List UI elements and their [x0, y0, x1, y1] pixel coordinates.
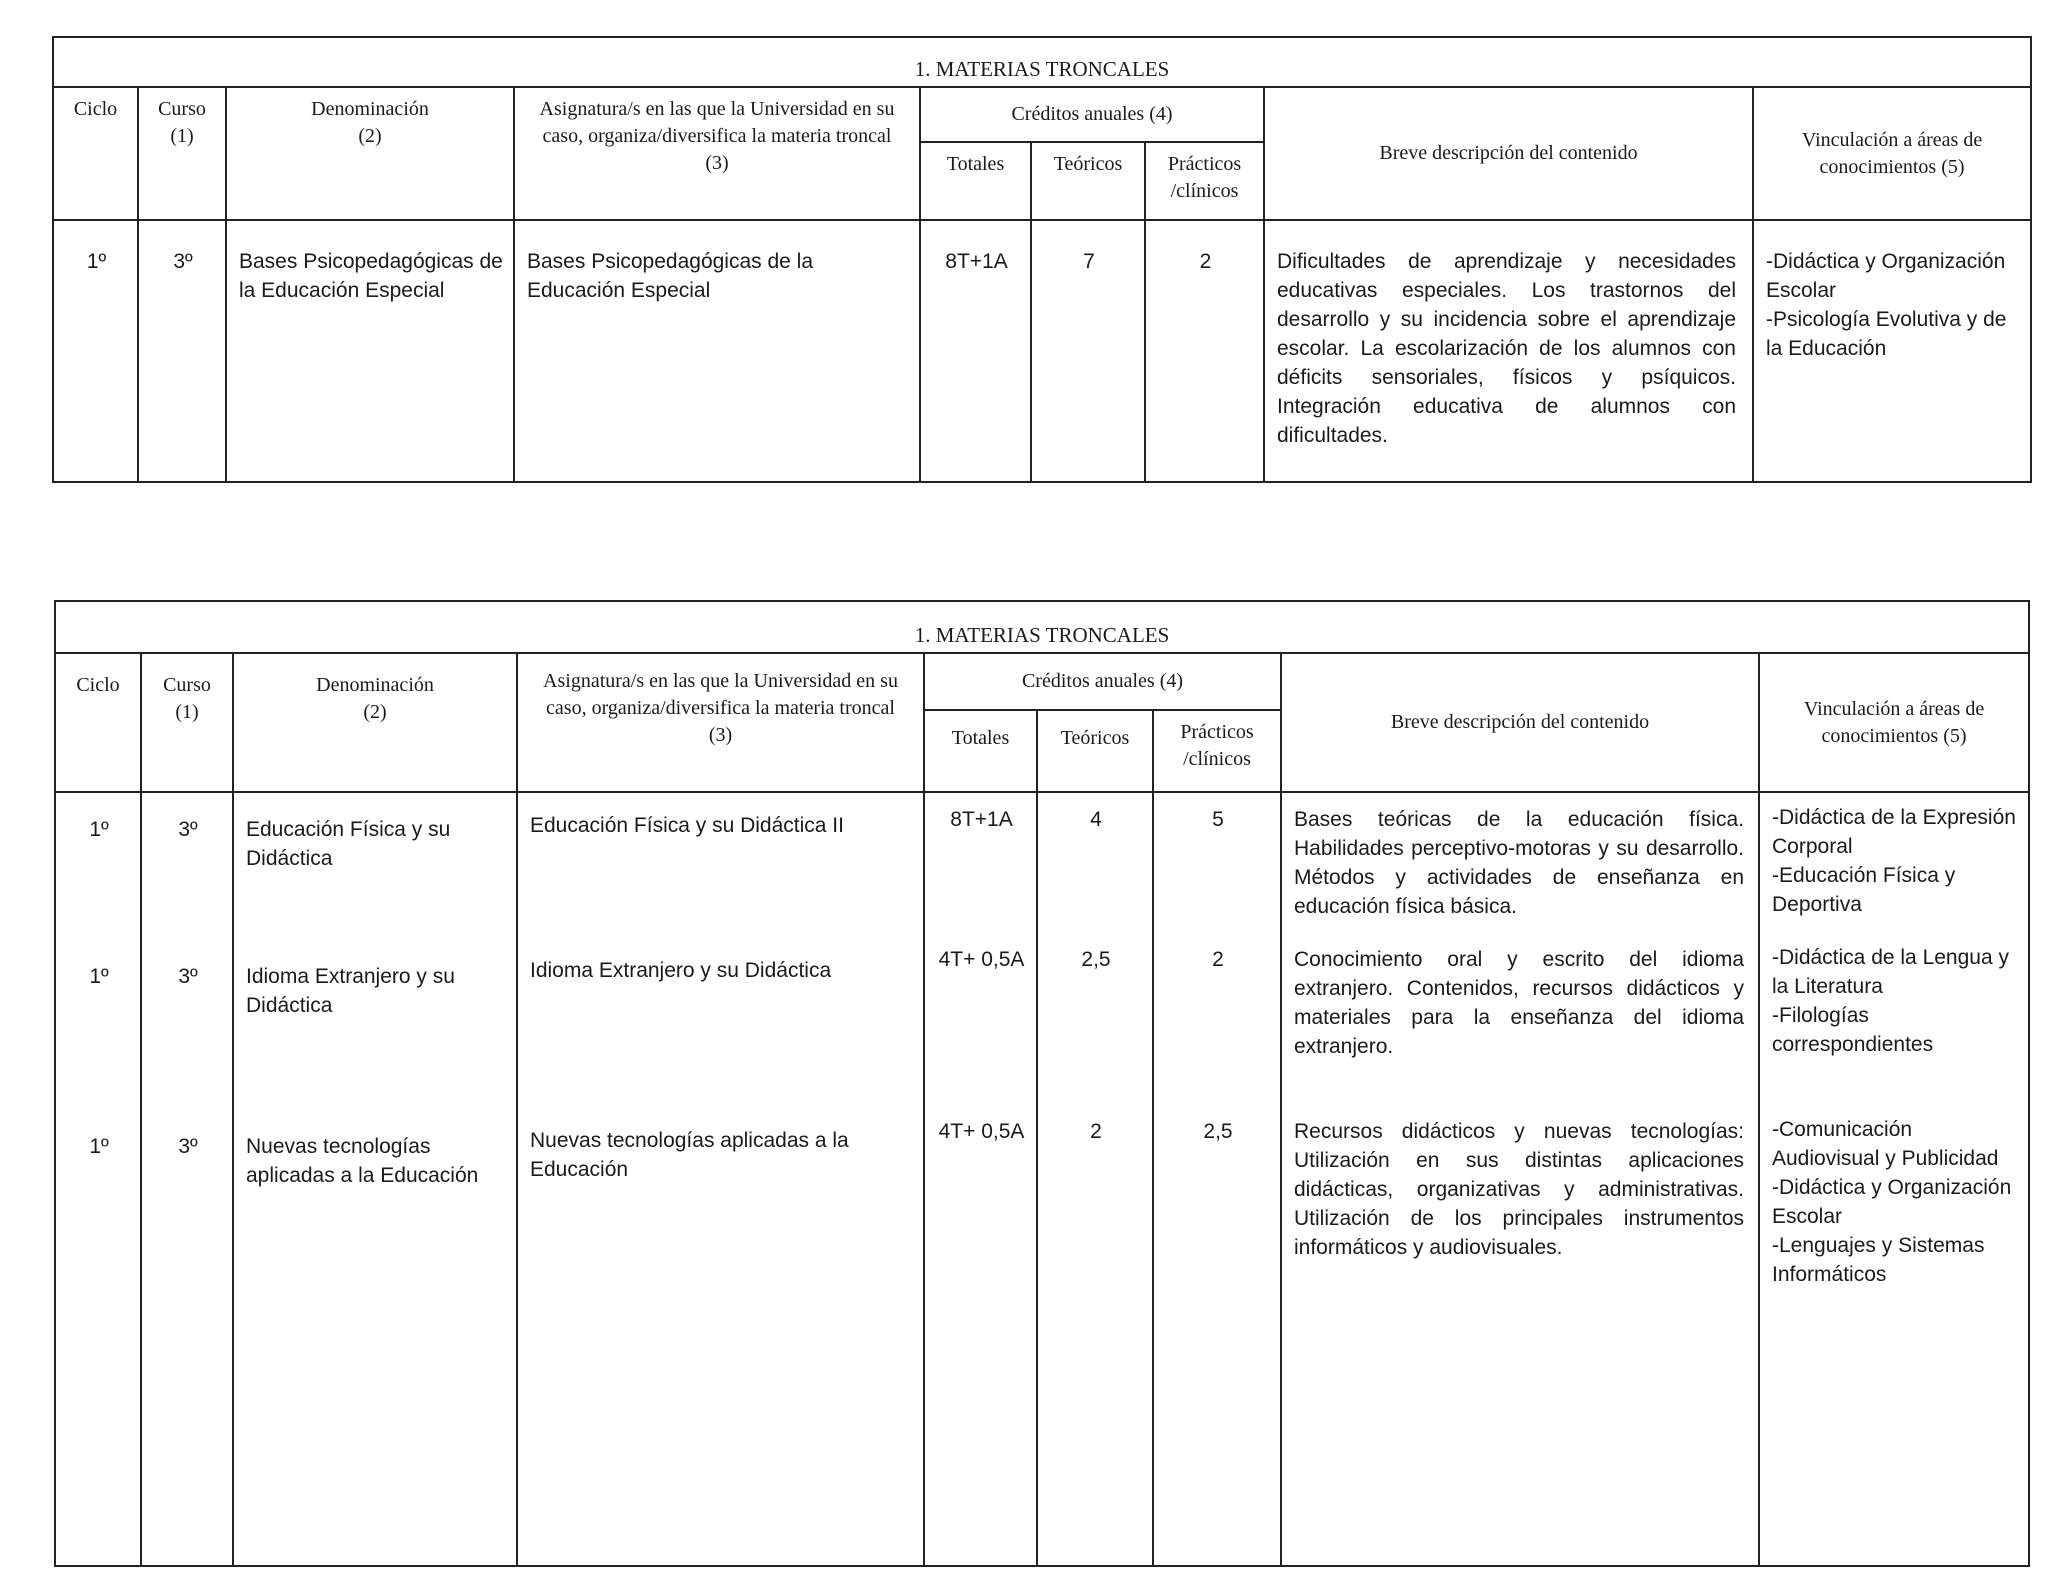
- header-denominacion: Denominación (2): [226, 87, 514, 220]
- row3-teoricos: 2: [1090, 1120, 1102, 1143]
- cell-totales: [924, 792, 1037, 1566]
- row1-asignatura: Educación Física y su Didáctica II: [530, 814, 844, 837]
- vinculacion-item: -Psicología Evolutiva y de la Educación: [1766, 308, 2007, 360]
- header-creditos: Créditos anuales (4): [920, 87, 1264, 142]
- cell-denominacion: [233, 792, 517, 1566]
- row3-totales: 4T+ 0,5A: [938, 1120, 1025, 1143]
- row3-practicos: 2,5: [1203, 1120, 1233, 1143]
- table-title: 1. MATERIAS TRONCALES: [53, 37, 2031, 87]
- header-creditos: Créditos anuales (4): [924, 653, 1281, 710]
- row2-teoricos: 2,5: [1081, 948, 1111, 971]
- header-practicos: Prácticos /clínicos: [1153, 710, 1281, 792]
- row1-vinculacion: [1772, 803, 2018, 943]
- vinculacion-item: -Lenguajes y Sistemas Informáticos: [1772, 1234, 1985, 1286]
- cell-practicos: 2: [1145, 220, 1264, 482]
- header-vinculacion: Vinculación a áreas de conocimientos (5): [1759, 653, 2029, 792]
- cell-ciclo: [55, 792, 141, 1566]
- row3-descripcion: Recursos didácticos y nuevas tecnologías: Utilización en sus distintas aplicaciones didácticas, organizativas y administrativas. Utilización de los principales instrumentos informáticos y audiovisuales.: [1294, 1120, 1744, 1259]
- row3-curso: 3º: [178, 1135, 198, 1158]
- cell-asignatura: [517, 792, 924, 1566]
- materias-troncales-table-2: [54, 600, 2030, 1567]
- row2-ciclo: 1º: [89, 965, 109, 988]
- cell-ciclo: 1º: [53, 220, 138, 482]
- row3-asignatura: Nuevas tecnologías aplicadas a la Educación: [530, 1129, 849, 1181]
- row1-ciclo: 1º: [89, 818, 109, 841]
- header-denominacion: Denominación (2): [233, 653, 517, 792]
- header-asignatura: Asignatura/s en las que la Universidad en su caso, organiza/diversifica la materia troncal (3): [517, 653, 924, 792]
- cell-totales: 8T+1A: [920, 220, 1031, 482]
- row2-practicos: 2: [1212, 948, 1224, 971]
- cell-vinculacion: [1759, 792, 2029, 1566]
- row2-vinculacion: [1772, 943, 2018, 1115]
- row1-practicos: 5: [1212, 808, 1224, 831]
- cell-denominacion: Bases Psicopedagógicas de la Educación Especial: [226, 220, 514, 482]
- cell-teoricos: [1037, 792, 1153, 1566]
- cell-descripcion: Dificultades de aprendizaje y necesidades educativas especiales. Los trastornos del desarrollo y su incidencia sobre el aprendizaje escolar. La escolarización de los alumnos con déficits sensoriales, físicos y psíquicos. Integración educativa de alumnos con dificultades.: [1264, 220, 1753, 482]
- row2-totales: 4T+ 0,5A: [938, 948, 1025, 971]
- row3-ciclo: 1º: [89, 1135, 109, 1158]
- vinculacion-item: -Didáctica y Organización Escolar: [1766, 250, 2006, 302]
- header-ciclo: Ciclo: [55, 653, 141, 792]
- row1-teoricos: 4: [1090, 808, 1102, 831]
- cell-practicos: [1153, 792, 1281, 1566]
- table-body: [55, 792, 2029, 1566]
- row1-descripcion: Bases teóricas de la educación física. Habilidades perceptivo-motoras y su desarrollo. Métodos y actividades de enseñanza en educación física básica.: [1294, 808, 1744, 918]
- vinculacion-item: -Didáctica y Organización Escolar: [1772, 1176, 2012, 1228]
- cell-teoricos: 7: [1031, 220, 1145, 482]
- header-descripcion: Breve descripción del contenido: [1264, 87, 1753, 220]
- header-vinculacion: Vinculación a áreas de conocimientos (5): [1753, 87, 2031, 220]
- header-totales: Totales: [920, 142, 1031, 220]
- table-row: [53, 220, 2031, 482]
- table-title: 1. MATERIAS TRONCALES: [55, 601, 2029, 653]
- row3-denominacion: Nuevas tecnologías aplicadas a la Educación: [246, 1135, 479, 1187]
- header-practicos: Prácticos /clínicos: [1145, 142, 1264, 220]
- row3-vinculacion: [1772, 1115, 2018, 1289]
- vinculacion-item: -Educación Física y Deportiva: [1772, 864, 1956, 916]
- vinculacion-item: -Filologías correspondientes: [1772, 1004, 1934, 1056]
- header-descripcion: Breve descripción del contenido: [1281, 653, 1759, 792]
- row1-totales: 8T+1A: [950, 808, 1013, 831]
- cell-curso: [141, 792, 233, 1566]
- header-totales: Totales: [924, 710, 1037, 792]
- cell-curso: 3º: [138, 220, 226, 482]
- header-ciclo: Ciclo: [53, 87, 138, 220]
- header-asignatura: Asignatura/s en las que la Universidad en su caso, organiza/diversifica la materia troncal (3): [514, 87, 920, 220]
- header-teoricos: Teóricos: [1037, 710, 1153, 792]
- materias-troncales-table-1: [52, 36, 2032, 483]
- cell-descripcion: [1281, 792, 1759, 1566]
- vinculacion-item: -Comunicación Audiovisual y Publicidad: [1772, 1118, 1999, 1170]
- row1-denominacion: Educación Física y su Didáctica: [246, 818, 451, 870]
- header-curso: Curso (1): [141, 653, 233, 792]
- header-curso: Curso (1): [138, 87, 226, 220]
- row1-curso: 3º: [178, 818, 198, 841]
- row2-curso: 3º: [178, 965, 198, 988]
- vinculacion-item: -Didáctica de la Expresión Corporal: [1772, 806, 2016, 858]
- cell-vinculacion: [1753, 220, 2031, 482]
- row2-descripcion: Conocimiento oral y escrito del idioma extranjero. Contenidos, recursos didácticos y materiales para la enseñanza del idioma extranjero.: [1294, 948, 1744, 1058]
- vinculacion-item: -Didáctica de la Lengua y la Literatura: [1772, 946, 2009, 998]
- row2-asignatura: Idioma Extranjero y su Didáctica: [530, 959, 832, 982]
- header-teoricos: Teóricos: [1031, 142, 1145, 220]
- cell-asignatura: Bases Psicopedagógicas de la Educación Especial: [514, 220, 920, 482]
- row2-denominacion: Idioma Extranjero y su Didáctica: [246, 965, 455, 1017]
